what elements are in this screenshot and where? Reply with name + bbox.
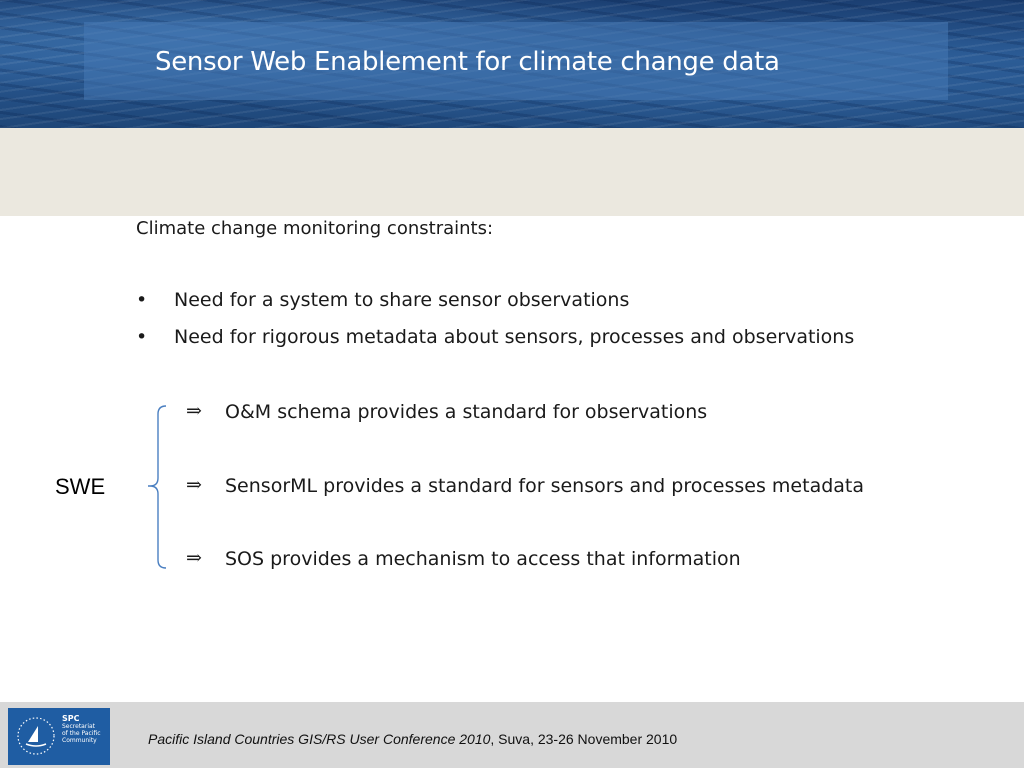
swe-label: SWE: [55, 474, 106, 499]
bullet-dot: •: [136, 289, 148, 311]
conference-place-date: , Suva, 23-26 November 2010: [490, 731, 678, 747]
intro-text: Climate change monitoring constraints:: [136, 218, 494, 239]
implication-text: SensorML provides a standard for sensors and processes metadata: [225, 475, 865, 497]
footer-bar: [0, 702, 1024, 768]
conference-caption: [148, 731, 677, 747]
spc-logo-text: SPC Secretariat of the Pacific Community: [62, 714, 101, 744]
spc-emblem-icon: [14, 714, 58, 758]
conference-name: Pacific Island Countries GIS/RS User Conference 2010: [148, 731, 491, 747]
subheader-band: [0, 128, 1024, 216]
curly-brace-icon: [140, 404, 170, 574]
implies-arrow-icon: ⇒: [186, 547, 202, 569]
bullet-text: Need for a system to share sensor observations: [174, 289, 630, 311]
bullet-dot: •: [136, 326, 148, 348]
bullet-text: Need for rigorous metadata about sensors, processes and observations: [174, 326, 855, 348]
header-banner: [0, 0, 1024, 128]
slide-title: Sensor Web Enablement for climate change data: [155, 47, 780, 77]
implies-arrow-icon: ⇒: [186, 400, 202, 422]
spc-logo: [8, 708, 110, 765]
implication-text: O&M schema provides a standard for observations: [225, 401, 708, 423]
implies-arrow-icon: ⇒: [186, 474, 202, 496]
implication-text: SOS provides a mechanism to access that information: [225, 548, 741, 570]
